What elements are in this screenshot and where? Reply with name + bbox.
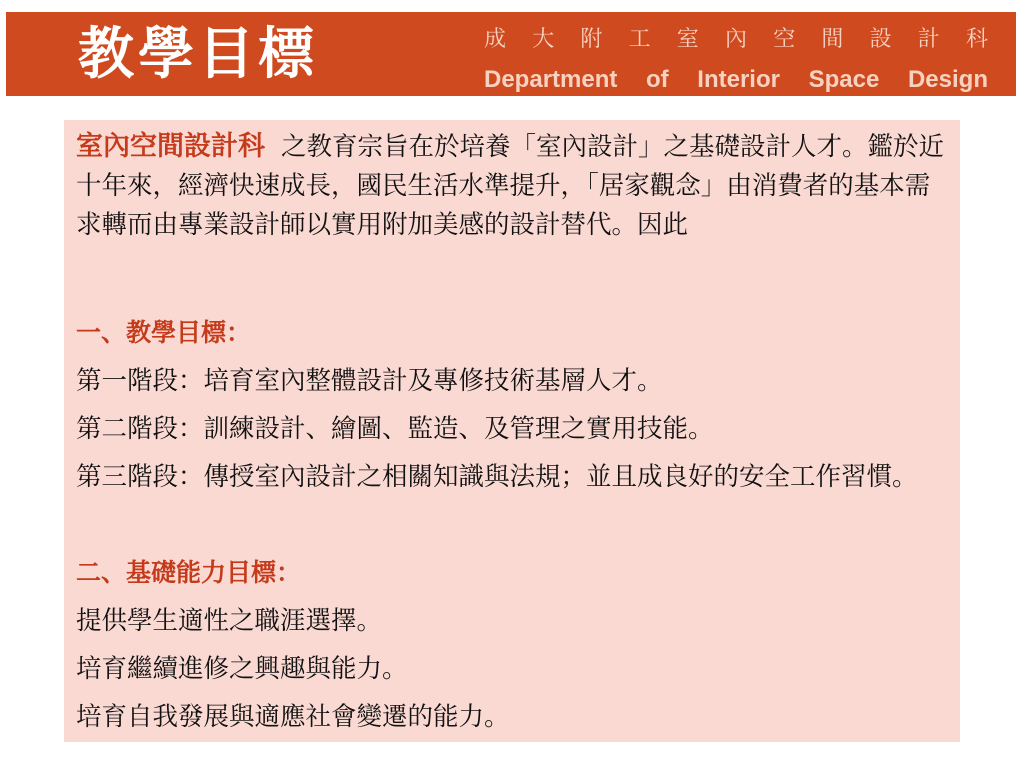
intro-line: 十年來，經濟快速成長，國民生活水準提升，「居家觀念」由消費者的基本需	[76, 170, 931, 201]
list-item: 第二階段：訓練設計、繪圖、監造、及管理之實用技能。	[76, 414, 714, 444]
intro-line-text: 之教育宗旨在於培養「室內設計」之基礎設計人才。鑑於近	[281, 132, 945, 162]
list-item: 培育繼續進修之興趣與能力。	[76, 654, 408, 684]
content-panel	[64, 120, 960, 742]
list-item: 第一階段：培育室內整體設計及專修技術基層人才。	[76, 366, 663, 396]
intro-paragraph	[76, 127, 954, 246]
section-heading: 一、教學目標：	[76, 318, 252, 347]
list-item: 提供學生適性之職涯選擇。	[76, 606, 383, 636]
department-name-en: Department of Interior Space Design	[484, 66, 988, 93]
section-basic-ability-objectives	[76, 549, 954, 741]
list-item: 第三階段：傳授室內設計之相關知識與法規；並且成良好的安全工作習慣。	[76, 462, 918, 492]
slide-title: 教學目標	[78, 21, 318, 87]
section-teaching-objectives	[76, 309, 954, 501]
title-banner	[6, 12, 1016, 96]
intro-line: 求轉而由專業設計師以實用附加美感的設計替代。因此	[76, 210, 689, 240]
list-item: 培育自我發展與適應社會變遷的能力。	[76, 702, 510, 732]
intro-line	[76, 127, 954, 167]
school-name: 成 大 附 工 室 內 空 間 設 計 科	[484, 27, 988, 52]
intro-highlight: 室內空間設計科	[76, 131, 265, 162]
section-heading: 二、基礎能力目標：	[76, 558, 302, 587]
